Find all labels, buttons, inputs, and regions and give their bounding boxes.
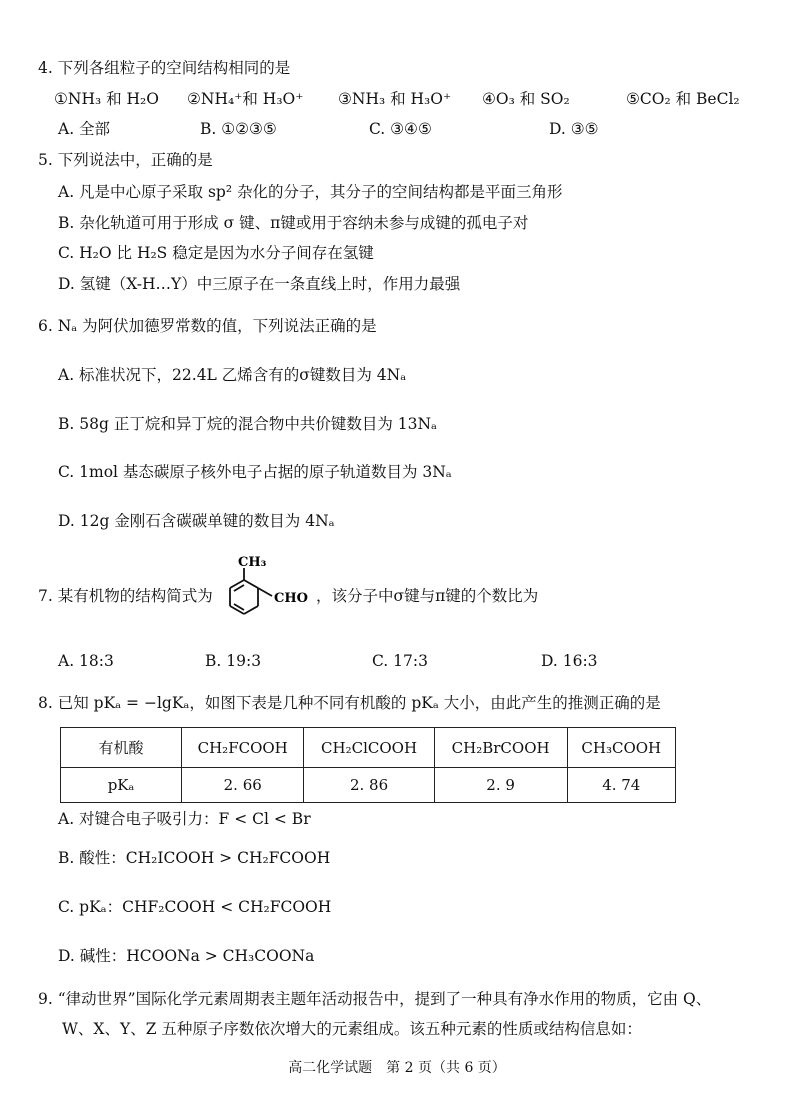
pka-table [60, 727, 676, 803]
table-cell: 4. 74 [567, 768, 675, 803]
table-header-cell: CH₂ClCOOH [304, 728, 434, 768]
q4-pair-4: ④O₃ 和 SO₂ [482, 90, 570, 108]
table-header-cell: CH₃COOH [567, 728, 675, 768]
table-header-cell: CH₂BrCOOH [434, 728, 567, 768]
q6-stem: 6. Nₐ 为阿伏加德罗常数的值，下列说法正确的是 [38, 317, 377, 335]
q5-option-a: A. 凡是中心原子采取 sp² 杂化的分子，其分子的空间结构都是平面三角形 [58, 183, 563, 201]
table-cell: 2. 66 [182, 768, 304, 803]
table-header-cell: 有机酸 [61, 728, 182, 768]
q8-option-d: D. 碱性：HCOONa > CH₃COONa [58, 947, 315, 965]
table-cell: 2. 86 [304, 768, 434, 803]
q6-option-c: C. 1mol 基态碳原子核外电子占据的原子轨道数目为 3Nₐ [58, 463, 452, 481]
q5-stem: 5. 下列说法中，正确的是 [38, 151, 213, 169]
q5-option-d: D. 氢键（X-H…Y）中三原子在一条直线上时，作用力最强 [58, 275, 461, 293]
q4-option-d: D. ③⑤ [549, 120, 599, 138]
q6-option-a: A. 标准状况下，22.4L 乙烯含有的σ键数目为 4Nₐ [58, 366, 407, 384]
q4-pair-1: ①NH₃ 和 H₂O [54, 90, 159, 108]
q8-option-b: B. 酸性：CH₂ICOOH > CH₂FCOOH [58, 849, 331, 867]
q7-option-d: D. 16:3 [541, 652, 598, 670]
q4-option-c: C. ③④⑤ [369, 120, 432, 138]
table-row [61, 768, 676, 803]
q7-stem-start: 7. 某有机物的结构简式为 [38, 587, 213, 605]
q9-line-1: 9. “律动世界”国际化学元素周期表主题年活动报告中，提到了一种具有净水作用的物质，它由 Q、 [38, 990, 712, 1008]
q4-pair-3: ③NH₃ 和 H₃O⁺ [338, 90, 452, 108]
q8-stem: 8. 已知 pKₐ = −lgKₐ，如图下表是几种不同有机酸的 pKₐ 大小，由此产生的推测正确的是 [38, 694, 661, 712]
table-header-cell: CH₂FCOOH [182, 728, 304, 768]
q4-pair-2: ②NH₄⁺和 H₃O⁺ [187, 90, 304, 108]
table-cell: 2. 9 [434, 768, 567, 803]
q4-option-a: A. 全部 [58, 120, 111, 138]
q5-option-c: C. H₂O 比 H₂S 稳定是因为水分子间存在氢键 [58, 244, 374, 262]
q7-stem-end: ，该分子中σ键与π键的个数比为 [316, 587, 539, 605]
q6-option-b: B. 58g 正丁烷和异丁烷的混合物中共价键数目为 13Nₐ [58, 415, 438, 433]
table-cell: pKₐ [61, 768, 182, 803]
q4-stem: 4. 下列各组粒子的空间结构相同的是 [38, 59, 291, 77]
table-header-row [61, 728, 676, 768]
q7-option-b: B. 19:3 [205, 652, 262, 670]
q6-option-d: D. 12g 金刚石含碳碳单键的数目为 4Nₐ [58, 512, 335, 530]
q8-option-a: A. 对键合电子吸引力：F < Cl < Br [58, 810, 311, 828]
page-footer: 高二化学试题 第 2 页（共 6 页） [288, 1060, 506, 1076]
q7-cho-label: CHO [274, 591, 308, 606]
q4-option-b: B. ①②③⑤ [200, 120, 277, 138]
q7-option-a: A. 18:3 [58, 652, 114, 670]
q7-option-c: C. 17:3 [372, 652, 428, 670]
q7-structure-diagram [220, 554, 320, 632]
q5-option-b: B. 杂化轨道可用于形成 σ 键、π键或用于容纳未参与成键的孤电子对 [58, 214, 529, 232]
q7-ch3-label: CH₃ [238, 555, 267, 570]
q4-pair-5: ⑤CO₂ 和 BeCl₂ [626, 90, 740, 108]
q9-line-2: W、X、Y、Z 五种原子序数依次增大的元素组成。该五种元素的性质或结构信息如： [62, 1020, 642, 1038]
q8-option-c: C. pKₐ：CHF₂COOH < CH₂FCOOH [58, 898, 332, 916]
